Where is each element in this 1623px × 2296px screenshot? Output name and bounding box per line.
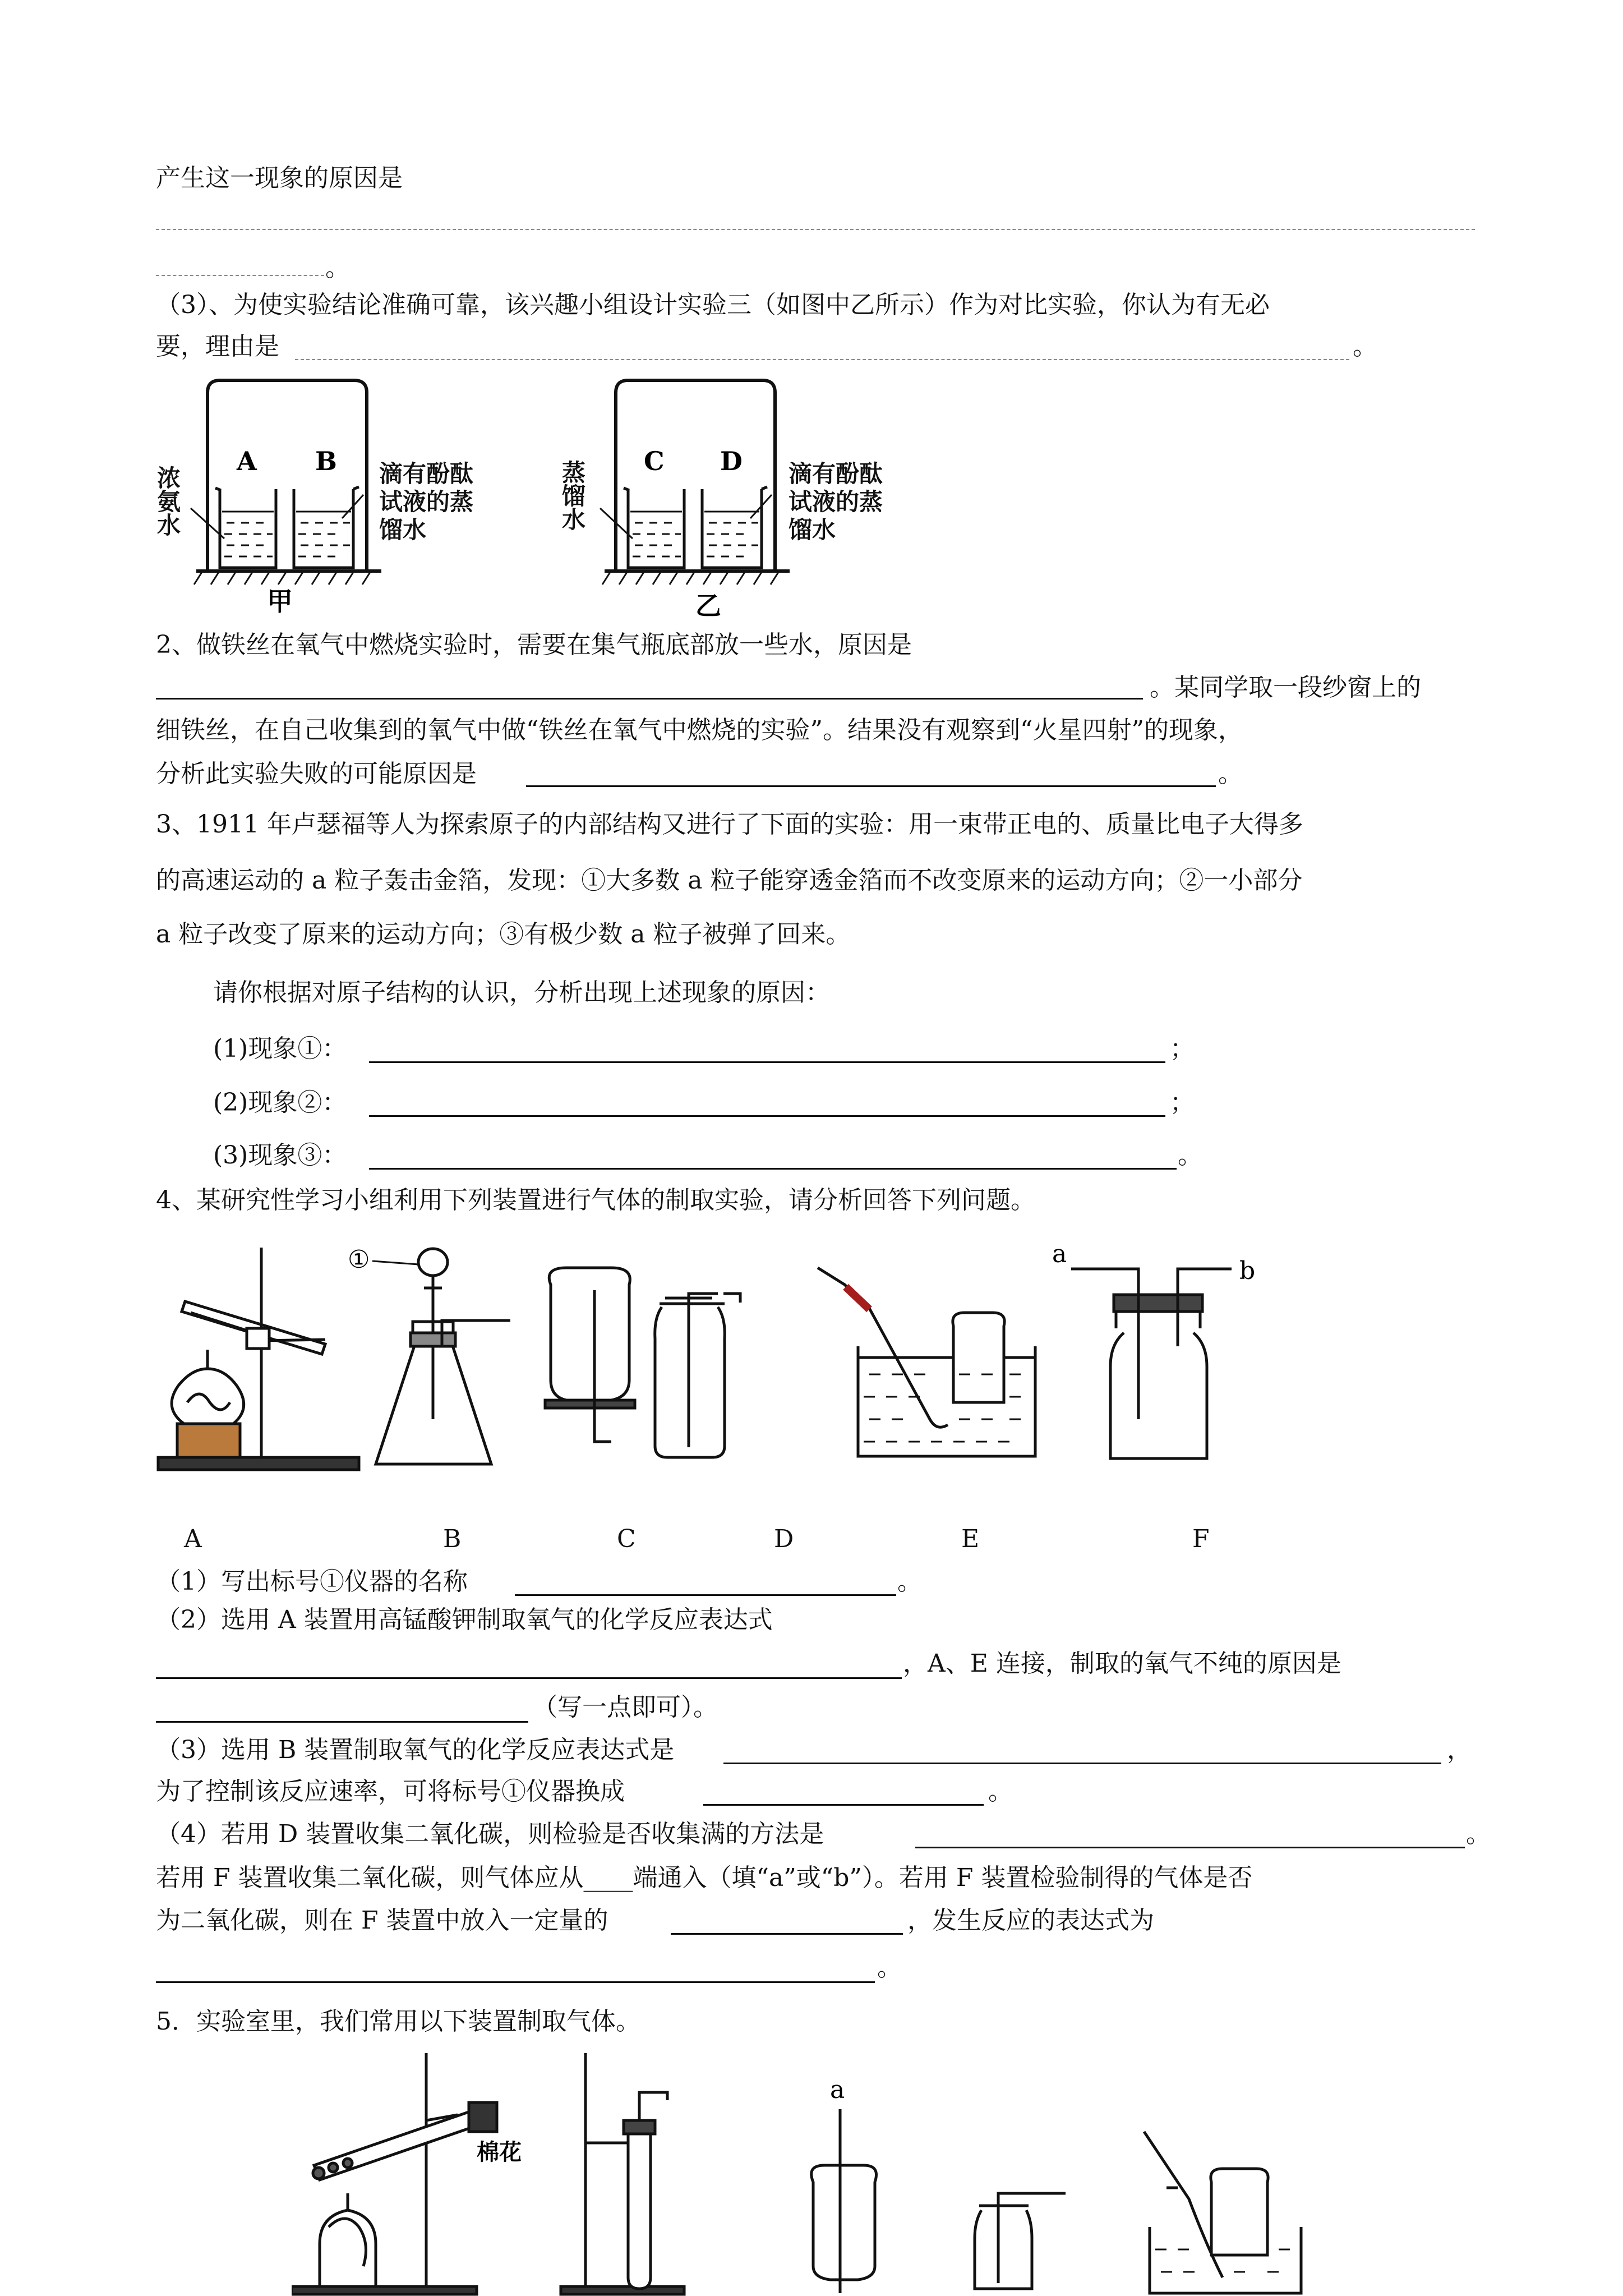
jia-right-label: 滴有酚酞试液的蒸馏水 [379,460,474,544]
q3-line3: a 粒子改变了原来的运动方向；③有极少数 a 粒子被弹了回来。 [156,920,851,949]
beaker-a-label: A [237,446,257,476]
q1-part3-line2-prefix: 要，理由是 [156,332,279,361]
q1-end-mark-2: 。 [1353,332,1377,361]
q4-p4-line3-suffix: ，发生反应的表达式为 [907,1906,1154,1935]
q5-apparatus-figure [292,2042,1469,2296]
q4-p1-suffix: 。 [897,1567,922,1596]
q3-item2-end: ； [1170,1088,1195,1117]
q2-blank-2[interactable] [526,785,1216,787]
q4-p4-blank-3[interactable] [156,1981,875,1983]
yi-right-label: 滴有酚酞试液的蒸馏水 [789,460,883,544]
cotton-label: 棉花 [477,2139,522,2165]
q4-p4-line3-prefix: 为二氧化碳，则在 F 装置中放入一定量的 [156,1906,608,1935]
apparatus-label-e: E [961,1525,980,1553]
q1-part3-blank[interactable] [295,359,1349,360]
apparatus-label-f: F [1192,1525,1210,1553]
q4-p1-prefix: （1）写出标号①仪器的名称 [156,1567,468,1596]
q3-item3-end: 。 [1178,1141,1202,1170]
port-a-label: a [1052,1240,1067,1268]
beaker-d-label: D [720,446,743,476]
q3-item1-label: (1)现象①： [213,1034,347,1063]
marker-1: ① [348,1245,370,1274]
q1-reason-blank-2[interactable] [156,275,324,276]
jia-caption: 甲 [267,586,293,616]
q4-p4-prefix: （4）若用 D 装置收集二氧化碳，则检验是否收集满的方法是 [156,1820,824,1848]
q4-p3-line2-prefix: 为了控制该反应速率，可将标号①仪器换成 [156,1777,625,1806]
q4-intro: 4、某研究性学习小组利用下列装置进行气体的制取实验，请分析回答下列问题。 [156,1186,1035,1214]
yi-caption: 乙 [695,591,721,621]
q3-item1-end: ； [1170,1034,1195,1063]
q5-port-a-label: a [830,2076,845,2104]
q2-line1: 2、做铁丝在氧气中燃烧实验时，需要在集气瓶底部放一些水，原因是 [156,631,912,659]
q4-p4-line4-suffix: 。 [877,1953,902,1982]
q3-prompt: 请你根据对原子结构的认识，分析出现上述现象的原因： [213,978,830,1007]
q1-reason-blank-1[interactable] [156,229,1475,230]
apparatus-label-b: B [443,1525,462,1553]
q2-line4-prefix: 分析此实验失败的可能原因是 [156,760,477,788]
q3-item2-label: (2)现象②： [213,1088,347,1117]
q5-intro: 5．实验室里，我们常用以下装置制取气体。 [156,2007,640,2036]
q2-line3: 细铁丝，在自己收集到的氧气中做“铁丝在氧气中燃烧的实验”。结果没有观察到“火星四射”的现象， [156,716,1243,744]
q4-p1-blank[interactable] [515,1594,896,1596]
q3-line1: 3、1911 年卢瑟福等人为探索原子的内部结构又进行了下面的实验：用一束带正电的、质量比电子大得多 [156,810,1303,839]
apparatus-label-c: C [617,1525,636,1553]
gas-apparatus-figure [151,1234,1273,1492]
q4-p2-line1: （2）选用 A 装置用高锰酸钾制取氧气的化学反应表达式 [156,1605,773,1634]
q3-item2-blank[interactable] [369,1115,1165,1117]
q4-p3-blank-1[interactable] [723,1763,1441,1764]
beaker-c-label: C [644,446,665,476]
q4-p3-suffix: ， [1447,1736,1472,1764]
yi-left-label: 蒸馏水 [559,460,586,531]
q4-p2-blank-1[interactable] [156,1677,902,1679]
q4-p3-line2-suffix: 。 [988,1777,1013,1806]
q2-line4-suffix: 。 [1218,760,1243,788]
q4-p2-line3-suffix: （写一点即可）。 [533,1693,718,1722]
q4-p2-blank-2[interactable] [156,1721,528,1723]
port-b-label: b [1239,1257,1256,1285]
q2-blank-1[interactable] [156,698,1143,700]
q4-p2-line2-suffix: ，A、E 连接，制取的氧气不纯的原因是 [903,1649,1341,1678]
q3-item3-blank[interactable] [369,1168,1177,1170]
q4-p4-line2: 若用 F 装置收集二氧化碳，则气体应从____端通入（填“a”或“b”）。若用 F 装置检验制得的气体是否 [156,1864,1253,1892]
apparatus-label-d: D [774,1525,794,1553]
q4-p3-blank-2[interactable] [703,1804,984,1806]
beaker-b-label: B [315,446,337,476]
q3-line2: 的高速运动的 a 粒子轰击金箔，发现：①大多数 a 粒子能穿透金箔而不改变原来的运动方向；②一小部分 [156,866,1303,895]
q2-line2-suffix: 。某同学取一段纱窗上的 [1150,673,1421,702]
q1-reason-intro: 产生这一现象的原因是 [156,164,403,192]
q4-p4-suffix: 。 [1466,1820,1491,1848]
q4-p4-blank-1[interactable] [915,1847,1465,1848]
apparatus-label-a: A [184,1525,202,1553]
q3-item1-blank[interactable] [369,1061,1165,1063]
q4-p4-blank-2[interactable] [671,1933,903,1935]
q1-part3-line1: （3）、为使实验结论准确可靠，该兴趣小组设计实验三（如图中乙所示）作为对比实验，你认为有无必 [156,291,1270,319]
q1-end-mark-1: 。 [325,254,350,282]
jia-left-label: 浓氨水 [154,466,181,536]
q3-item3-label: (3)现象③： [213,1141,347,1170]
q4-p3-prefix: （3）选用 B 装置制取氧气的化学反应表达式是 [156,1736,675,1764]
